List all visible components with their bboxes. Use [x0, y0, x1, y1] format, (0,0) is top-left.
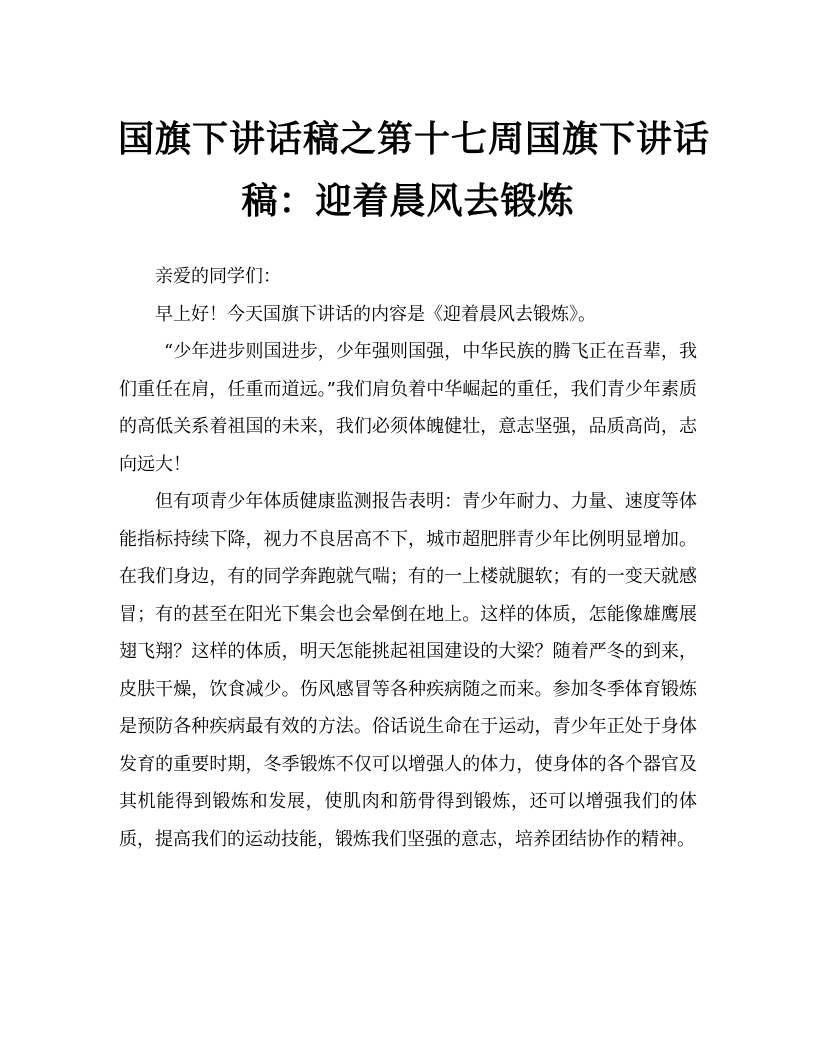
quote-paragraph: “少年进步则国进步，少年强则国强，中华民族的腾飞正在吾辈，我们重任在肩，任重而道远。”我们肩负着中华崛起的重任，我们青少年素质的高低关系着祖国的未来，我们必须体魄健壮，意志坚强，品质高尚，志向远大！ — [119, 341, 697, 475]
health-report-paragraph: 但有项青少年体质健康监测报告表明：青少年耐力、力量、速度等体能指标持续下降，视力不良居高不下，城市超肥胖青少年比例明显增加。在我们身边，有的同学奔跑就气喘；有的一上楼就腿软；有的一变天就感冒；有的甚至在阳光下集会也会晕倒在地上。这样的体质，怎能像雄鹰展翅飞翔？这样的体质，明天怎能挑起祖国建设的大梁？随着严冬的到来，皮肤干燥，饮食减少。伤风感冒等各种疾病随之而来。参加冬季体育锻炼是预防各种疾病最有效的方法。俗话说生命在于运动，青少年正处于身体发育的重要时期，冬季锻炼不仅可以增强人的体力，使身体的各个器官及其机能得到锻炼和发展，使肌肉和筋骨得到锻炼，还可以增强我们的体质，提高我们的运动技能，锻炼我们坚强的意志，培养团结协作的精神。 — [119, 491, 697, 850]
document-title — [118, 108, 711, 232]
salutation-paragraph: 亲爱的同学们： — [155, 266, 281, 287]
title-line-1: 国旗下讲话稿之第十七周国旗下讲话 — [118, 118, 711, 160]
document-body — [119, 258, 697, 858]
greeting-paragraph: 早上好！今天国旗下讲话的内容是《迎着晨风去锻炼》。 — [155, 303, 596, 325]
title-line-2: 稿：迎着晨风去锻炼 — [241, 180, 575, 222]
